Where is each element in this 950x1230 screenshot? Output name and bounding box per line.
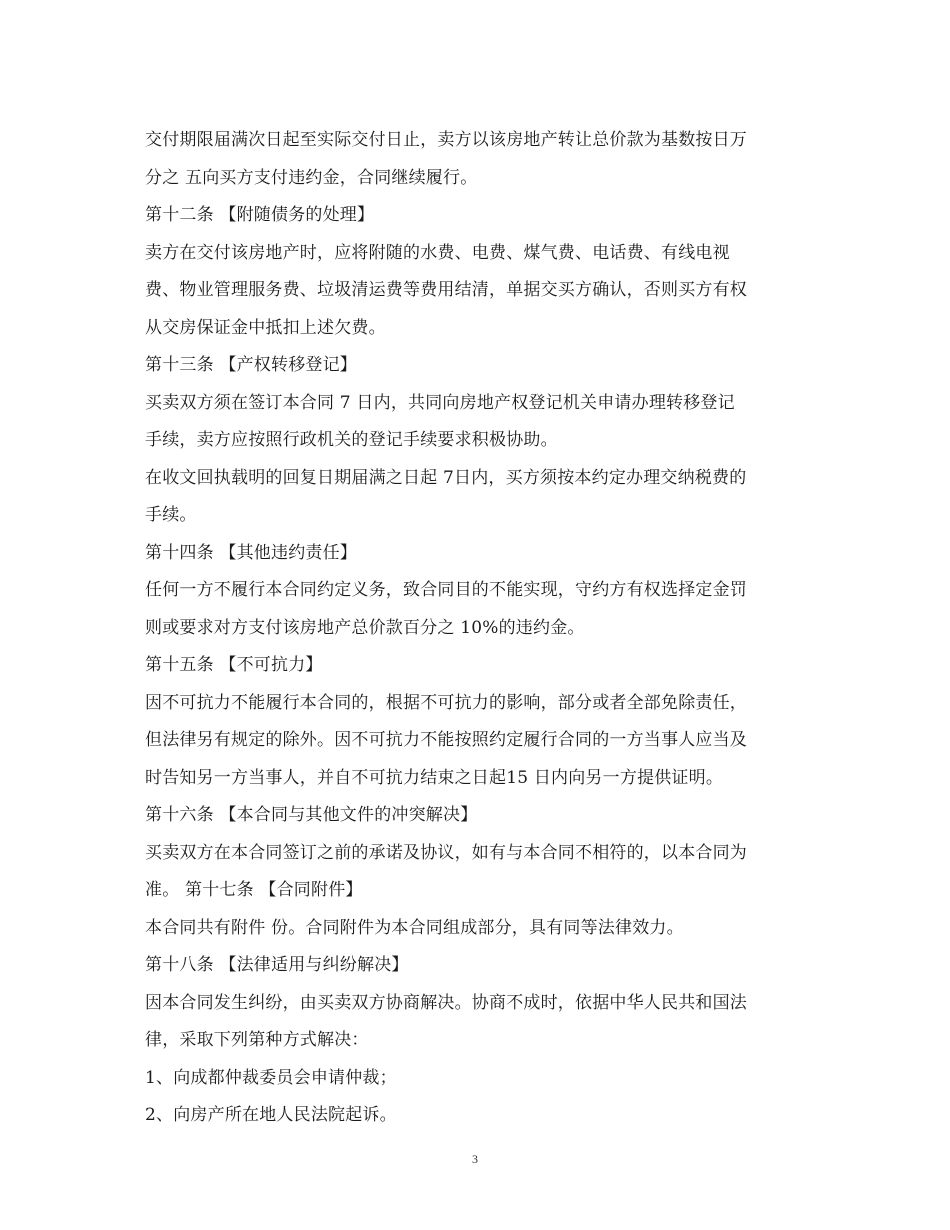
text-line: 分之 五向买方支付违约金，合同继续履行。: [145, 167, 478, 188]
text-line: 律，采取下列第种方式解决：: [145, 1030, 369, 1050]
text-line: 买卖双方须在签订本合同 7 日内，共同向房地产权登记机关申请办理转移登记: [145, 392, 735, 413]
text-line: 卖方在交付该房地产时，应将附随的水费、电费、煤气费、电话费、有线电视: [145, 242, 730, 263]
text-line: 手续。: [145, 505, 197, 525]
text-line: 在收文回执载明的回复日期届满之日起 7日内，买方须按本约定办理交纳税费的: [145, 467, 747, 488]
section-heading-12: 第十二条 【附随债务的处理】: [145, 205, 375, 225]
document-body: [145, 132, 810, 1145]
text-line: 买卖双方在本合同签订之前的承诺及协议，如有与本合同不相符的，以本合同为: [145, 842, 747, 863]
text-line: 本合同共有附件 份。合同附件为本合同组成部分，具有同等法律效力。: [145, 917, 684, 938]
page-number: 3: [472, 1152, 478, 1166]
list-item: 2、向房产所在地人民法院起诉。: [145, 1105, 397, 1125]
text-line: 交付期限届满次日起至实际交付日止，卖方以该房地产转让总价款为基数按日万: [145, 130, 747, 150]
section-heading-14: 第十四条 【其他违约责任】: [145, 542, 358, 563]
text-line: 从交房保证金中抵扣上述欠费。: [145, 317, 386, 338]
section-heading-18: 第十八条 【法律适用与纠纷解决】: [145, 955, 409, 975]
section-heading-15: 第十五条 【不可抗力】: [145, 655, 323, 675]
section-heading-13: 第十三条 【产权转移登记】: [145, 355, 358, 375]
text-line: 费、物业管理服务费、垃圾清运费等费用结清，单据交买方确认，否则买方有权: [145, 280, 747, 300]
text-line: 任何一方不履行本合同约定义务，致合同目的不能实现，守约方有权选择定金罚: [145, 580, 747, 600]
text-line: 手续，卖方应按照行政机关的登记手续要求积极协助。: [145, 430, 558, 450]
text-line: 则或要求对方支付该房地产总价款百分之 10%的违约金。: [145, 617, 585, 638]
text-line: 时告知另一方当事人，并自不可抗力结束之日起15 日内向另一方提供证明。: [145, 767, 724, 788]
text-line: 因本合同发生纠纷，由买卖双方协商解决。协商不成时，依据中华人民共和国法: [145, 992, 747, 1013]
text-line: 但法律另有规定的除外。因不可抗力不能按照约定履行合同的一方当事人应当及: [145, 730, 747, 750]
text-line: 因不可抗力不能履行本合同的，根据不可抗力的影响，部分或者全部免除责任，: [145, 692, 747, 713]
section-heading-16: 第十六条 【本合同与其他文件的冲突解决】: [145, 805, 478, 825]
list-item: 1、向成都仲裁委员会申请仲裁；: [145, 1067, 397, 1088]
text-line: 准。 第十七条 【合同附件】: [145, 880, 363, 900]
